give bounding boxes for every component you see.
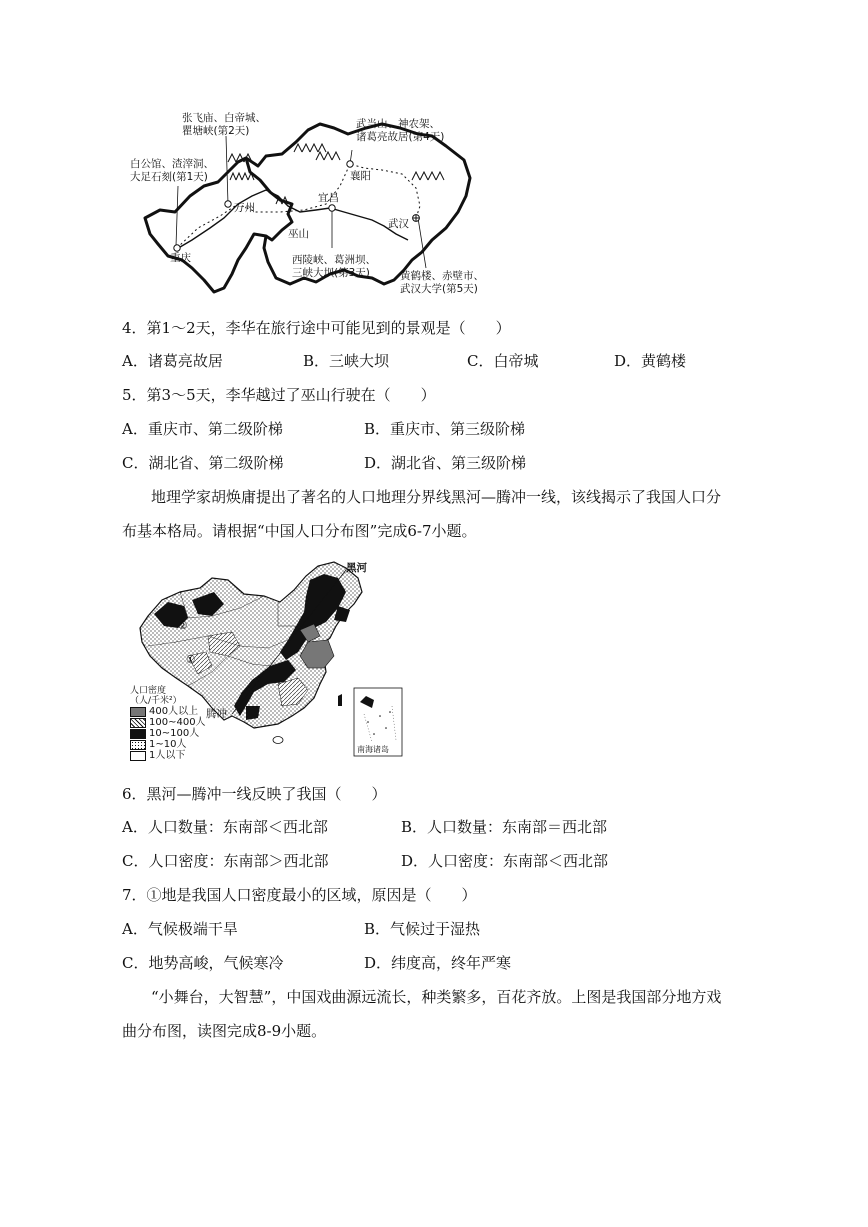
- city-wushan: 巫山: [288, 228, 309, 240]
- q5-option-b: B．重庆市、第三级阶梯: [364, 420, 526, 438]
- intro89-line2: 曲分布图，读图完成8-9小题。: [122, 1022, 327, 1040]
- q4-option-c: C．白帝城: [467, 352, 539, 370]
- inset-label: 南海诸岛: [357, 745, 389, 754]
- legend-title-line1: 人口密度: [130, 686, 167, 696]
- legend-item-below1: 1人以下: [130, 750, 206, 761]
- q6-option-c: C．人口密度：东南部＞西北部: [122, 852, 329, 870]
- internal-border: [246, 158, 292, 240]
- q6-stem: 6．黑河—腾冲一线反映了我国（ ）: [122, 785, 387, 803]
- q7-option-b: B．气候过于湿热: [364, 920, 481, 938]
- q4-stem: 4．第1～2天，李华在旅行途中可能见到的景观是（ ）: [122, 319, 511, 337]
- marker-2: ②: [178, 620, 188, 632]
- q7-option-d: D．纬度高，终年严寒: [364, 954, 512, 972]
- city-xiangyang: 襄阳: [350, 170, 371, 182]
- day1-label: 白公馆、渣滓洞、 大足石刻(第1天): [130, 158, 214, 183]
- intro89-line1: “小舞台，大智慧”，中国戏曲源远流长，种类繁多，百花齐放。上图是我国部分地方戏: [151, 988, 722, 1006]
- city-yichang: 宜昌: [318, 192, 339, 204]
- day5-label: 黄鹤楼、赤壁市、 武汉大学(第5天): [400, 270, 484, 295]
- q6-option-b: B．人口数量：东南部＝西北部: [401, 818, 608, 836]
- day3-label: 西陵峡、葛洲坝、 三峡大坝(第3天): [292, 254, 376, 279]
- q4-option-d: D．黄鹤楼: [614, 352, 687, 370]
- q6-option-d: D．人口密度：东南部＜西北部: [401, 852, 609, 870]
- q7-option-c: C．地势高峻，气候寒冷: [122, 954, 284, 972]
- legend: [130, 686, 206, 761]
- q5-option-c: C．湖北省、第二级阶梯: [122, 454, 284, 472]
- intro67-line1: 地理学家胡焕庸提出了著名的人口地理分界线黑河—腾冲一线，该线揭示了我国人口分: [151, 488, 722, 506]
- day4-label: 武当山、神农架、 诸葛亮故居(第4天): [356, 118, 445, 143]
- population-map: [128, 556, 410, 762]
- legend-item-400plus: 400人以上: [130, 706, 206, 717]
- route-map: [120, 100, 484, 300]
- legend-item-100-400: 100~400人: [130, 717, 206, 728]
- q7-stem: 7．①地是我国人口密度最小的区域，原因是（ ）: [122, 886, 477, 904]
- q5-stem: 5．第3～5天，李华越过了巫山行驶在（ ）: [122, 386, 436, 404]
- legend-item-1-10: 1~10人: [130, 739, 206, 750]
- q4-option-b: B．三峡大坝: [303, 352, 390, 370]
- tengchong-label: 腾冲: [206, 708, 227, 720]
- city-wanzhou: 万州: [234, 202, 255, 214]
- q4-option-a: A．诸葛亮故居: [122, 352, 223, 370]
- intro67-line2: 布基本格局。请根据“中国人口分布图”完成6-7小题。: [122, 522, 477, 540]
- leader-lines: [176, 136, 426, 268]
- marker-1: ①: [186, 654, 196, 666]
- q5-option-d: D．湖北省、第三级阶梯: [364, 454, 527, 472]
- city-wuhan: 武汉: [388, 218, 409, 230]
- city-chongqing: 重庆: [170, 252, 191, 264]
- legend-title-line2: （人/千米²）: [130, 696, 182, 706]
- q6-option-a: A．人口数量：东南部＜西北部: [122, 818, 328, 836]
- q5-option-a: A．重庆市、第二级阶梯: [122, 420, 283, 438]
- heihe-label: 黑河: [346, 562, 367, 574]
- legend-item-10-100: 10~100人: [130, 728, 206, 739]
- day2-label: 张飞庙、白帝城、 瞿塘峡(第2天): [182, 112, 266, 137]
- q7-option-a: A．气候极端干旱: [122, 920, 238, 938]
